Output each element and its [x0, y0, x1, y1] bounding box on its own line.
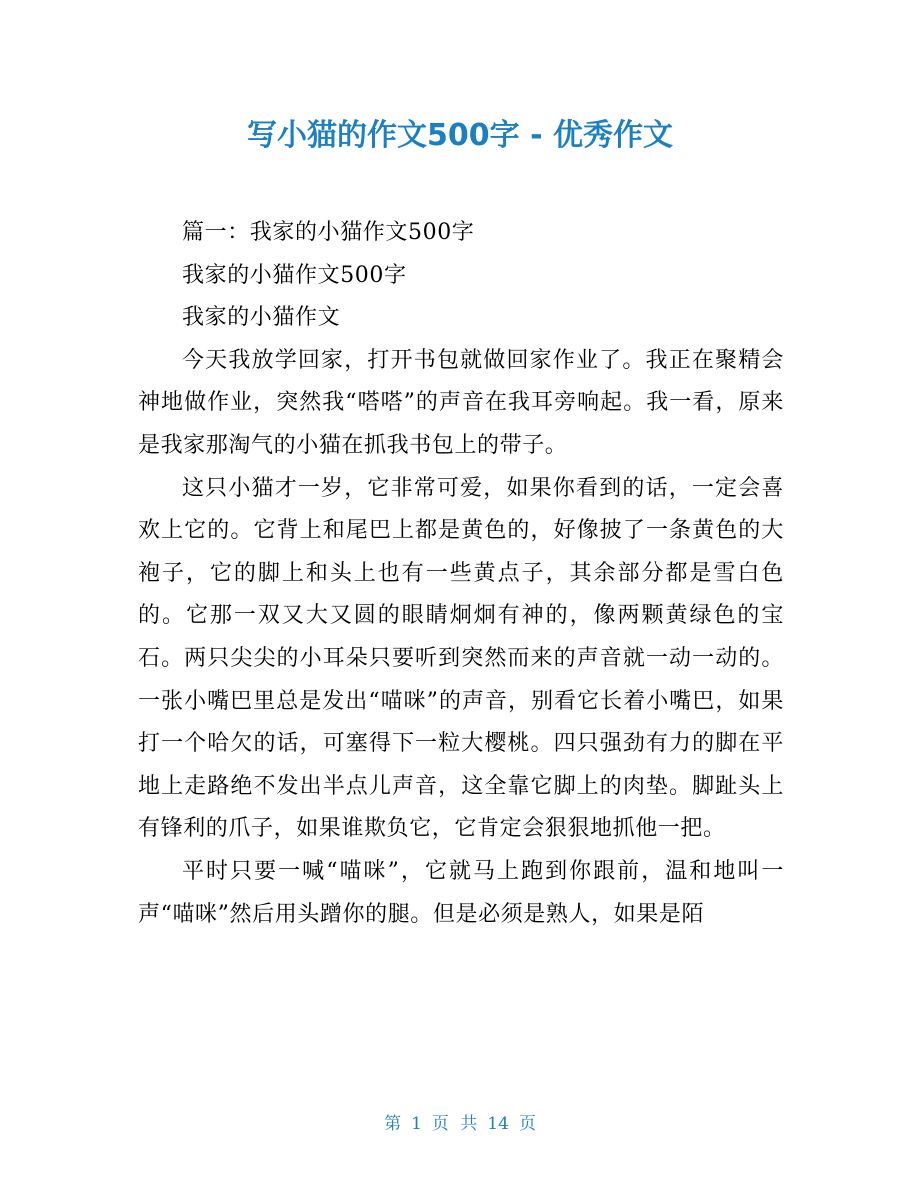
paragraph: 平时只要一喊“喵咪”，它就马上跑到你跟前，温和地叫一声“喵咪”然后用头蹭你的腿。但是必须是熟人，如果是陌 — [138, 858, 784, 927]
page-footer — [0, 1112, 920, 1136]
paragraph: 今天我放学回家，打开书包就做回家作业了。我正在聚精会神地做作业，突然我“嗒嗒”的声音在我耳旁响起。我一看，原来是我家那淘气的小猫在抓我书包上的带子。 — [138, 347, 784, 458]
footer-prefix: 第 — [384, 1114, 402, 1134]
document-title: 写小猫的作文500字 - 优秀作文 — [247, 118, 673, 153]
footer-middle: 页 共 — [431, 1114, 478, 1134]
footer-suffix: 页 — [518, 1114, 536, 1134]
paragraph: 篇一：我家的小猫作文500字 — [182, 220, 475, 245]
footer-total-pages: 14 — [487, 1114, 509, 1134]
document-body — [138, 212, 784, 936]
paragraph: 我家的小猫作文500字 — [182, 262, 407, 288]
paragraph: 我家的小猫作文 — [182, 305, 341, 331]
footer-page-number: 1 — [411, 1114, 422, 1134]
paragraph: 这只小猫才一岁，它非常可爱，如果你看到的话，一定会喜欢上它的。它背上和尾巴上都是黄色的，好像披了一条黄色的大袍子，它的脚上和头上也有一些黄点子，其余部分都是雪白色的。它那一双又大又圆的眼睛炯炯有神的，像两颗黄绿色的宝石。两只尖尖的小耳朵只要听到突然而来的声音就一动一动的。一张小嘴巴里总是发出“喵咪”的声音，别看它长着小嘴巴，如果打一个哈欠的话，可塞得下一粒大樱桃。四只强劲有力的脚在平地上走路绝不发出半点儿声音，这全靠它脚上的肉垫。脚趾头上有锋利的爪子，如果谁欺负它，它肯定会狠狠地抓他一把。 — [138, 475, 784, 842]
